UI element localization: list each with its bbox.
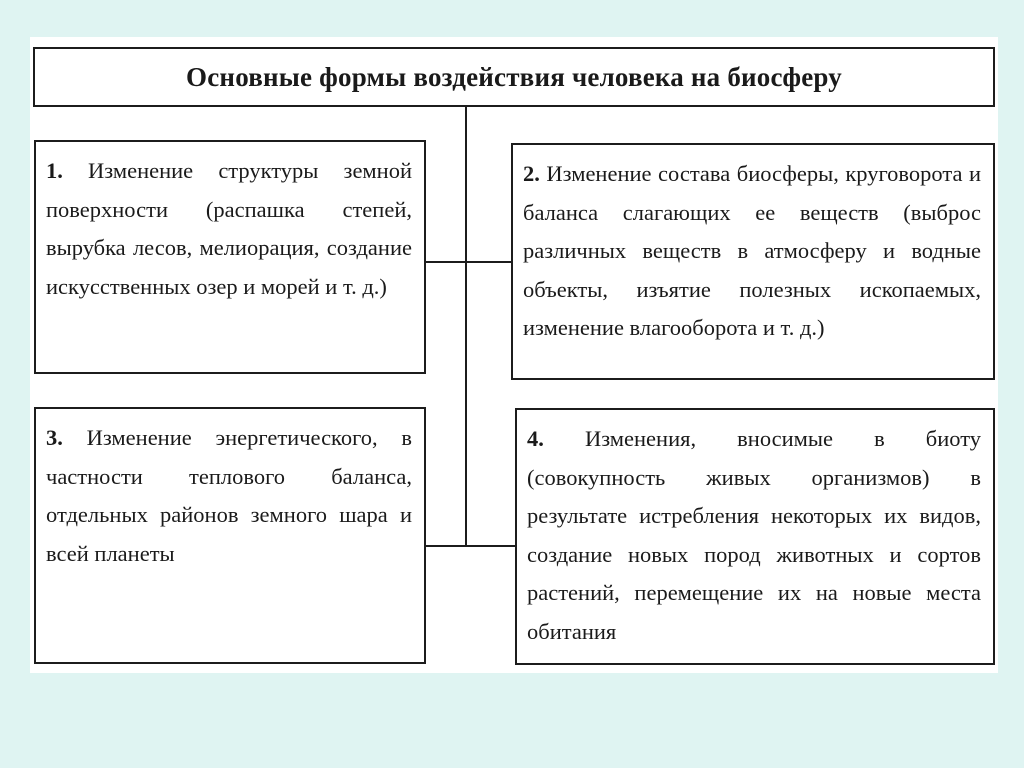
form-block-3	[34, 407, 426, 664]
diagram-title: Основные формы воздействия человека на биосферу	[186, 61, 842, 92]
form-block-2	[511, 143, 995, 380]
block-number: 3.	[46, 425, 63, 450]
diagram-sheet	[30, 37, 998, 673]
connector-upper	[426, 261, 511, 263]
diagram-title-box	[33, 47, 995, 107]
form-block-1	[34, 140, 426, 374]
connector-vertical	[465, 107, 467, 547]
connector-lower	[426, 545, 515, 547]
block-text: Изменение структуры земной поверхности (распашка степей, вырубка лесов, мелиорация, создание искусственных озер и морей и т. д.)	[46, 158, 413, 299]
block-number: 4.	[527, 426, 544, 451]
block-text: Изменения, вносимые в биоту (совокупность живых организмов) в результате истребления некоторых их видов, создание новых пород животных и сортов растений, перемещение их на новые места обитания	[527, 426, 981, 644]
block-number: 1.	[46, 158, 63, 183]
block-text: Изменение состава биосферы, круговорота и баланса слагающих ее веществ (выброс различных веществ в атмосферу и водные объекты, изъятие полезных ископаемых, изменение влагооборота и т. д.)	[523, 161, 982, 340]
form-block-4	[515, 408, 995, 665]
block-text: Изменение энергетического, в частности теплового баланса, отдельных районов земного шара и всей планеты	[46, 425, 412, 566]
block-number: 2.	[523, 161, 540, 186]
